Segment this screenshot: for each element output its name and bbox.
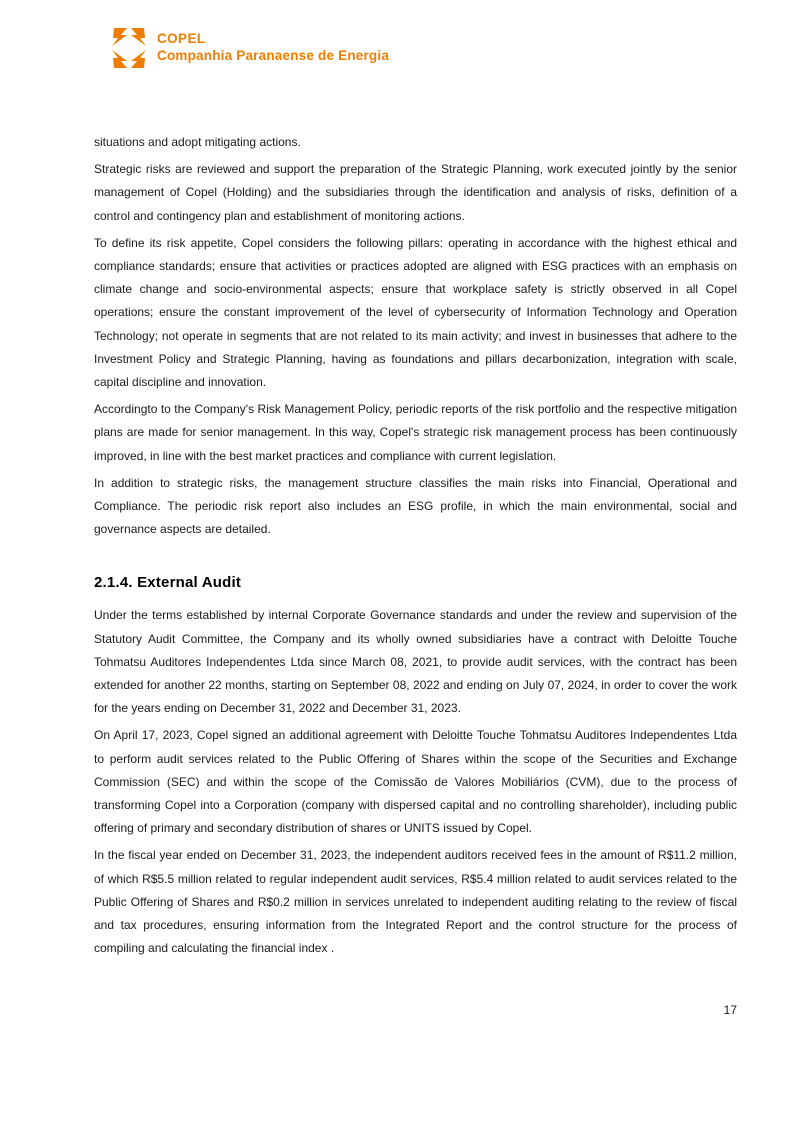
section-heading-external-audit: 2.1.4. External Audit: [94, 574, 242, 592]
copel-logo-text: [157, 31, 389, 65]
paragraph-situations: situations and adopt mitigating actions.: [94, 135, 301, 149]
copel-brand-name: COPEL: [157, 31, 206, 47]
paragraph-risk-appetite: To define its risk appetite, Copel considers the following pillars: operating in accordance with the highest ethical and compliance standards; ensure that activities or practices adopted are aligned with ESG practices with an emphasis on climate change and socio-environmental aspects; ensure that workplace safety is strictly observed in all Copel operations; ensure the constant improvement of the level of cybersecurity of Information Technology and Operation Technology; not operate in segments that are not related to its main activity; and invest in businesses that adhere to the Investment Policy and Strategic Planning, having as foundations and pillars decarbonization, integration with scale, capital discipline and innovation.: [94, 235, 737, 390]
copel-tagline: Companhia Paranaense de Energia: [157, 48, 390, 63]
page-header: [0, 0, 794, 68]
copel-logo-icon: [110, 28, 148, 68]
document-content: [0, 68, 794, 961]
paragraph-audit-contract: Under the terms established by internal Corporate Governance standards and under the review and supervision of the Statutory Audit Committee, the Company and its wholly owned subsidiaries have a contract with Deloitte Touche Tohmatsu Auditores Independentes Ltda since March 08, 2021, to provide audit services, with the contract has been extended for another 22 months, starting on September 08, 2022 and ending on July 07, 2024, in order to cover the work for the years ending on December 31, 2022 and December 31, 2023.: [94, 608, 737, 716]
paragraph-strategic-risks: Strategic risks are reviewed and support the preparation of the Strategic Planning, work executed jointly by the senior management of Copel (Holding) and the subsidiaries through the identification and analysis of risks, definition of a control and contingency plan and establishment of monitoring actions.: [94, 162, 737, 223]
copel-logo: [110, 28, 794, 68]
paragraph-auditor-fees: In the fiscal year ended on December 31, 2023, the independent auditors received fees in the amount of R$11.2 million, of which R$5.5 million related to regular independent audit services, R$5.4 million related to audit services related to the Public Offering of Shares and R$0.2 million in services unrelated to independent auditing relating to the review of fiscal and tax procedures, ensuring information from the Integrated Report and the control structure for the process of compiling and calculating the financial index .: [94, 848, 737, 956]
paragraph-risk-management-policy: Accordingto to the Company's Risk Management Policy, periodic reports of the risk portfolio and the respective mitigation plans are made for senior management. In this way, Copel's strategic risk management process has been continuously improved, in line with the best market practices and compliance with current legislation.: [94, 402, 737, 463]
paragraph-additional-agreement: On April 17, 2023, Copel signed an additional agreement with Deloitte Touche Tohmatsu Auditores Independentes Ltda to perform audit services related to the Public Offering of Shares within the scope of the Securities and Exchange Commission (SEC) and within the scope of the Comissão de Valores Mobiliários (CVM), due to the process of transforming Copel into a Corporation (company with dispersed capital and no controlling shareholder), including public offering of primary and secondary distribution of shares or UNITS issued by Copel.: [94, 728, 737, 836]
page-number: 17: [723, 1003, 737, 1017]
paragraph-risk-classification: In addition to strategic risks, the management structure classifies the main risks into Financial, Operational and Compliance. The periodic risk report also includes an ESG profile, in which the main environmental, social and governance aspects are detailed.: [94, 475, 737, 537]
